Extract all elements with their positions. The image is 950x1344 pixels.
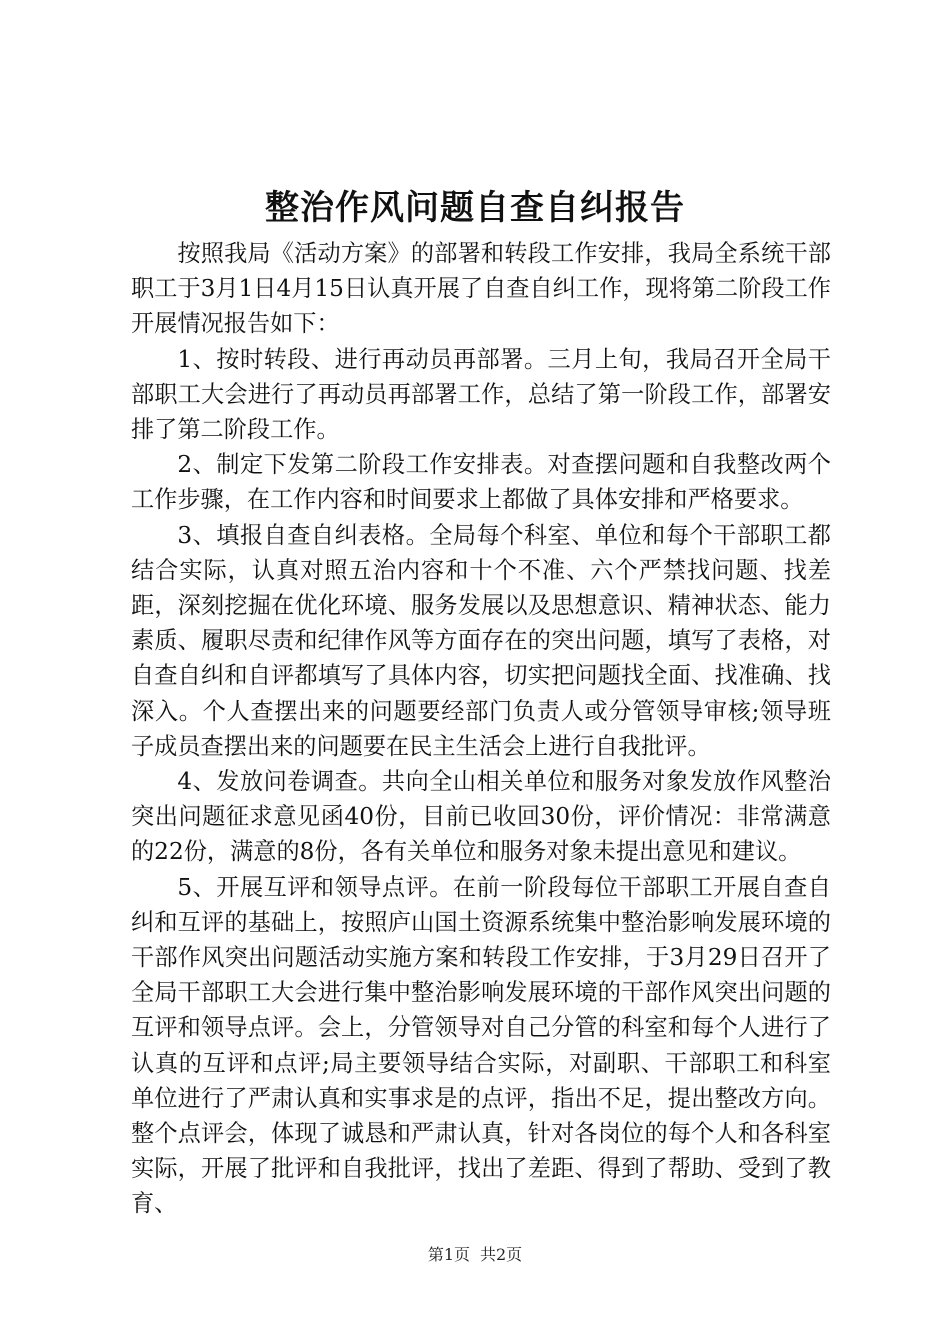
paragraph-item-4: 4、发放问卷调查。共向全山相关单位和服务对象发放作风整治突出问题征求意见函40份，目前已收回30份，评价情况：非常满意的22份，满意的8份，各有关单位和服务对象未提出意见和建议。: [131, 768, 831, 866]
document-title: 整治作风问题自查自纠报告: [265, 188, 685, 228]
paragraph-item-5: 5、开展互评和领导点评。在前一阶段每位干部职工开展自查自纠和互评的基础上，按照庐山国土资源系统集中整治影响发展环境的干部作风突出问题活动实施方案和转段工作安排，于3月29日召开了全局干部职工大会进行集中整治影响发展环境的干部作风突出问题的互评和领导点评。会上，分管领导对自己分管的科室和每个人进行了认真的互评和点评;局主要领导结合实际，对副职、干部职工和科室单位进行了严肃认真和实事求是的点评，指出不足，提出整改方向。整个点评会，体现了诚恳和严肃认真，针对各岗位的每个人和各科室实际，开展了批评和自我批评，找出了差距、得到了帮助、受到了教育、: [131, 873, 831, 1218]
page-number-total: 共2页: [480, 1245, 523, 1264]
paragraph-intro: 按照我局《活动方案》的部署和转段工作安排，我局全系统干部职工于3月1日4月15日认真开展了自查自纠工作，现将第二阶段工作开展情况报告如下：: [131, 240, 831, 338]
paragraph-item-2: 2、制定下发第二阶段工作安排表。对查摆问题和自我整改两个工作步骤，在工作内容和时间要求上都做了具体安排和严格要求。: [131, 451, 831, 514]
paragraph-item-3: 3、填报自查自纠表格。全局每个科室、单位和每个干部职工都结合实际，认真对照五治内容和十个不准、六个严禁找问题、找差距，深刻挖掘在优化环境、服务发展以及思想意识、精神状态、能力素质、履职尽责和纪律作风等方面存在的突出问题，填写了表格，对自查自纠和自评都填写了具体内容，切实把问题找全面、找准确、找深入。个人查摆出来的问题要经部门负责人或分管领导审核;领导班子成员查摆出来的问题要在民主生活会上进行自我批评。: [131, 521, 831, 760]
document-body: [131, 236, 831, 1222]
page-footer: [0, 1243, 950, 1267]
paragraph-item-1: 1、按时转段、进行再动员再部署。三月上旬，我局召开全局干部职工大会进行了再动员再部署工作，总结了第一阶段工作，部署安排了第二阶段工作。: [131, 345, 831, 444]
page-number-current: 第1页: [427, 1245, 470, 1264]
